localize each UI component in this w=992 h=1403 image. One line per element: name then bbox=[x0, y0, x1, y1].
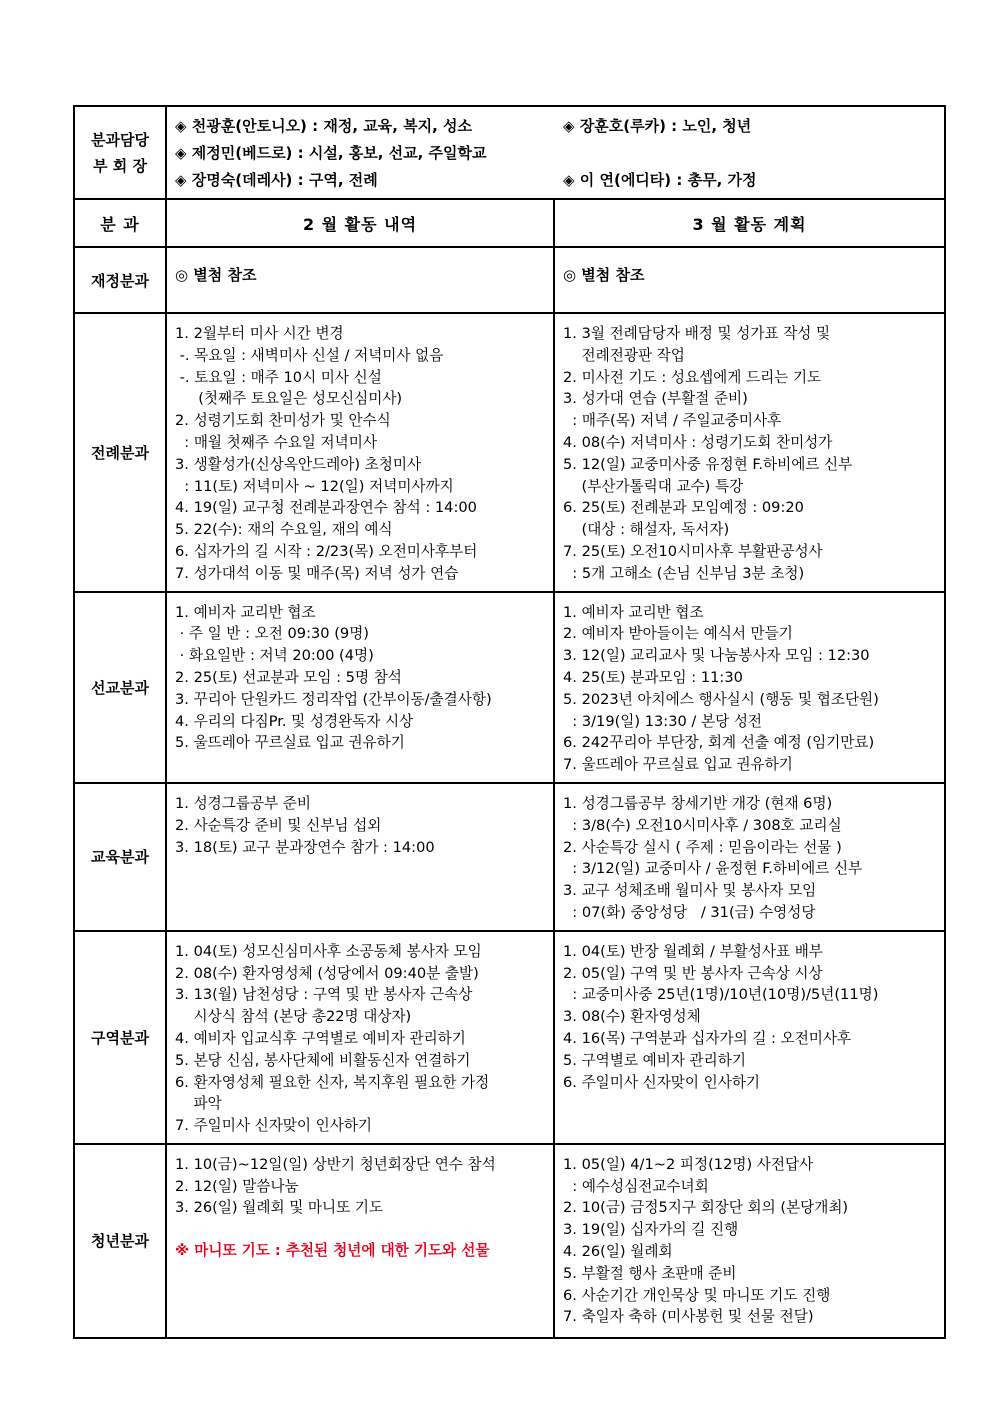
activity-line: : 3/8(수) 오전10시미사후 / 308호 교리실 bbox=[563, 816, 842, 834]
activity-line: 1. 성경그룹공부 창세기반 개강 (현재 6명) bbox=[563, 794, 833, 812]
activity-line: : 07(화) 중앙성당 / 31(금) 수영성당 bbox=[563, 903, 816, 921]
officer-jang-myeongsuk: ◈ 장명숙(데레사) : 구역, 전례 bbox=[175, 171, 378, 189]
activity-line: 3. 생활성가(신상옥안드레아) 초청미사 bbox=[175, 455, 422, 473]
activity-line: 5. 울뜨레아 꾸르실료 입교 권유하기 bbox=[175, 734, 405, 752]
feb-activities bbox=[166, 783, 554, 931]
activity-line: 4. 26(일) 월례회 bbox=[563, 1243, 673, 1261]
activity-line: 2. 미사전 기도 : 성요셉에게 드리는 기도 bbox=[563, 368, 822, 386]
officers-label-line1: 분과담당 bbox=[91, 130, 149, 149]
section-name: 청년분과 bbox=[74, 1144, 166, 1338]
activity-line: -. 토요일 : 매주 10시 미사 신설 bbox=[175, 368, 382, 386]
mar-activities bbox=[554, 247, 945, 313]
officer-lee: ◈ 이 연(에디타) : 총무, 가정 bbox=[563, 171, 757, 189]
activity-line: ◎ 별첨 참조 bbox=[563, 266, 645, 284]
activity-line: 2. 사순특강 준비 및 신부님 섭외 bbox=[175, 816, 382, 834]
section-row bbox=[74, 783, 945, 931]
activity-line: 3. 08(수) 환자영성체 bbox=[563, 1008, 701, 1026]
activity-line: 3. 26(일) 월례회 및 마니또 기도 bbox=[175, 1199, 384, 1217]
activity-line: 3. 18(토) 교구 분과장연수 참가 : 14:00 bbox=[175, 838, 435, 856]
activity-line: 7. 축일자 축하 (미사봉헌 및 선물 전달) bbox=[563, 1308, 814, 1326]
header-feb: 2 월 활동 내역 bbox=[166, 199, 554, 247]
activity-line: : 매주(목) 저녁 / 주일교중미사후 bbox=[563, 412, 782, 430]
officer-jang-hunho: ◈ 장훈호(루카) : 노인, 청년 bbox=[563, 117, 752, 135]
activity-line: (대상 : 해설자, 독서자) bbox=[563, 521, 730, 539]
activity-line: 7. 울뜨레아 꾸르실료 입교 권유하기 bbox=[563, 756, 793, 774]
activity-line: : 11(토) 저녁미사 ~ 12(일) 저녁미사까지 bbox=[175, 477, 454, 495]
activity-line: 1. 예비자 교리반 협조 bbox=[175, 603, 316, 621]
section-row bbox=[74, 313, 945, 592]
section-name: 교육분과 bbox=[74, 783, 166, 931]
officers-label bbox=[74, 106, 166, 199]
officer-je: ◈ 제정민(베드로) : 시설, 홍보, 선교, 주일학교 bbox=[175, 144, 487, 162]
section-row bbox=[74, 931, 945, 1144]
activity-line: : 3/19(일) 13:30 / 본당 성전 bbox=[563, 712, 763, 730]
activity-line: 2. 05(일) 구역 및 반 봉사자 근속상 시상 bbox=[563, 964, 823, 982]
activity-line: 1. 04(토) 성모신심미사후 소공동체 봉사자 모임 bbox=[175, 942, 482, 960]
activity-line: 6. 환자영성체 필요한 신자, 복지후원 필요한 가정 bbox=[175, 1073, 490, 1091]
mar-activities bbox=[554, 592, 945, 783]
activity-line: 3. 교구 성체조배 월미사 및 봉사자 모임 bbox=[563, 882, 817, 900]
activity-line: 3. 19(일) 십자가의 길 진행 bbox=[563, 1221, 739, 1239]
activity-line: 1. 3월 전례담당자 배정 및 성가표 작성 및 bbox=[563, 325, 831, 342]
officer-row-3 bbox=[175, 167, 936, 194]
activity-line: 6. 십자가의 길 시작 : 2/23(목) 오전미사후부터 bbox=[175, 542, 478, 560]
officers-row bbox=[74, 106, 945, 199]
activity-line: · 주 일 반 : 오전 09:30 (9명) bbox=[175, 625, 369, 643]
section-name: 전례분과 bbox=[74, 313, 166, 592]
activity-line: (부산가톨릭대 교수) 특강 bbox=[563, 477, 744, 495]
mar-activities bbox=[554, 931, 945, 1144]
activity-line: 전례전광판 작업 bbox=[563, 346, 685, 364]
header-category: 분 과 bbox=[74, 199, 166, 247]
activity-line: : 3/12(일) 교중미사 / 윤정현 F.하비에르 신부 bbox=[563, 860, 863, 878]
activity-line: -. 목요일 : 새벽미사 신설 / 저녁미사 없음 bbox=[175, 346, 444, 364]
mar-activities bbox=[554, 1144, 945, 1338]
activity-line: · 화요일반 : 저녁 20:00 (4명) bbox=[175, 647, 374, 665]
activity-line: 5. 구역별로 예비자 관리하기 bbox=[563, 1051, 746, 1069]
section-row bbox=[74, 247, 945, 313]
section-name: 재정분과 bbox=[74, 247, 166, 313]
mar-activities bbox=[554, 313, 945, 592]
feb-activities bbox=[166, 247, 554, 313]
manitto-note: ※ 마니또 기도 : 추천된 청년에 대한 기도와 선물 bbox=[175, 1242, 490, 1260]
activity-line: 1. 예비자 교리반 협조 bbox=[563, 603, 704, 621]
officer-row-2 bbox=[175, 140, 936, 167]
officers-label-line2: 부 회 장 bbox=[93, 156, 147, 175]
feb-activities bbox=[166, 1144, 554, 1338]
activity-line: 5. 부활절 행사 초판매 준비 bbox=[563, 1264, 737, 1282]
header-row bbox=[74, 199, 945, 247]
activity-line: 1. 04(토) 반장 월례회 / 부활성사표 배부 bbox=[563, 942, 823, 960]
activity-line: 3. 12(일) 교리교사 및 나눔봉사자 모임 : 12:30 bbox=[563, 647, 870, 665]
feb-activities bbox=[166, 592, 554, 783]
sections-body bbox=[74, 247, 945, 1338]
activity-line: : 교중미사중 25년(1명)/10년(10명)/5년(11명) bbox=[563, 986, 879, 1004]
activity-line: 3. 13(월) 남천성당 : 구역 및 반 봉사자 근속상 bbox=[175, 986, 473, 1004]
activity-line: 3. 꾸리아 단원카드 정리작업 (간부이동/출결사항) bbox=[175, 690, 492, 708]
spacer bbox=[175, 1219, 547, 1240]
activity-line: 6. 25(토) 전례분과 모임예정 : 09:20 bbox=[563, 499, 804, 517]
activity-line: 6. 사순기간 개인묵상 및 마니또 기도 진행 bbox=[563, 1286, 831, 1304]
activity-line: 5. 12(일) 교중미사중 유정현 F.하비에르 신부 bbox=[563, 455, 853, 473]
activity-line: 5. 2023년 아치에스 행사실시 (행동 및 협조단원) bbox=[563, 690, 879, 708]
activity-line: 2. 예비자 받아들이는 예식서 만들기 bbox=[563, 625, 793, 643]
activity-line: 6. 주일미사 신자맞이 인사하기 bbox=[563, 1073, 761, 1091]
activity-line: (첫째주 토요일은 성모신심미사) bbox=[175, 390, 403, 408]
activity-line: 1. 성경그룹공부 준비 bbox=[175, 794, 311, 812]
activity-line: 2. 25(토) 선교분과 모임 : 5명 참석 bbox=[175, 668, 402, 686]
activity-line: 7. 25(토) 오전10시미사후 부활판공성사 bbox=[563, 542, 823, 560]
activity-line: 7. 성가대석 이동 및 매주(목) 저녁 성가 연습 bbox=[175, 564, 459, 582]
activity-line: 2. 10(금) 금정5지구 회장단 회의 (본당개최) bbox=[563, 1199, 849, 1217]
activity-line: 6. 242꾸리아 부단장, 회계 선출 예정 (임기만료) bbox=[563, 734, 875, 752]
activity-line: 4. 우리의 다짐Pr. 및 성경완독자 시상 bbox=[175, 712, 414, 730]
section-name: 선교분과 bbox=[74, 592, 166, 783]
activity-line: : 예수성심전교수녀회 bbox=[563, 1177, 709, 1195]
activity-line: 1. 05(일) 4/1~2 피정(12명) 사전답사 bbox=[563, 1155, 814, 1173]
activity-line: 2. 성령기도회 찬미성가 및 안수식 bbox=[175, 412, 391, 430]
activity-line: : 매월 첫째주 수요일 저녁미사 bbox=[175, 433, 377, 451]
mar-activities bbox=[554, 783, 945, 931]
activity-line: 2. 12(일) 말씀나눔 bbox=[175, 1177, 299, 1195]
activity-line: 시상식 참석 (본당 총22명 대상자) bbox=[175, 1008, 412, 1026]
activity-line: 1. 10(금)~12일(일) 상반기 청년회장단 연수 참석 bbox=[175, 1155, 496, 1173]
feb-activities bbox=[166, 931, 554, 1144]
officers-list bbox=[166, 106, 945, 199]
activity-line: 4. 16(목) 구역분과 십자가의 길 : 오전미사후 bbox=[563, 1029, 852, 1047]
header-mar: 3 월 활동 계획 bbox=[554, 199, 945, 247]
activity-line: 2. 08(수) 환자영성체 (성당에서 09:40분 출발) bbox=[175, 964, 479, 982]
activity-line: : 5개 고해소 (손님 신부님 3분 초청) bbox=[563, 564, 805, 582]
activity-line: 7. 주일미사 신자맞이 인사하기 bbox=[175, 1117, 373, 1135]
activity-report-table bbox=[73, 105, 946, 1339]
activity-line: 파악 bbox=[175, 1095, 222, 1113]
activity-line: 4. 08(수) 저녁미사 : 성령기도회 찬미성가 bbox=[563, 433, 833, 451]
activity-line: 1. 2월부터 미사 시간 변경 bbox=[175, 325, 344, 342]
feb-activities bbox=[166, 313, 554, 592]
officer-cheon: ◈ 천광훈(안토니오) : 재정, 교육, 복지, 성소 bbox=[175, 117, 473, 135]
officer-row-1 bbox=[175, 113, 936, 140]
activity-line: 4. 19(일) 교구청 전례분과장연수 참석 : 14:00 bbox=[175, 499, 477, 517]
activity-line: 3. 성가대 연습 (부활절 준비) bbox=[563, 390, 748, 408]
activity-line: ◎ 별첨 참조 bbox=[175, 266, 257, 284]
activity-line: 5. 본당 신심, 봉사단체에 비활동신자 연결하기 bbox=[175, 1051, 471, 1069]
section-row bbox=[74, 592, 945, 783]
section-name: 구역분과 bbox=[74, 931, 166, 1144]
activity-line: 4. 25(토) 분과모임 : 11:30 bbox=[563, 668, 743, 686]
activity-line: 5. 22(수): 재의 수요일, 재의 예식 bbox=[175, 521, 393, 539]
section-row bbox=[74, 1144, 945, 1338]
activity-line: 4. 예비자 입교식후 구역별로 예비자 관리하기 bbox=[175, 1029, 466, 1047]
activity-line: 2. 사순특강 실시 ( 주제 : 믿음이라는 선물 ) bbox=[563, 838, 842, 856]
